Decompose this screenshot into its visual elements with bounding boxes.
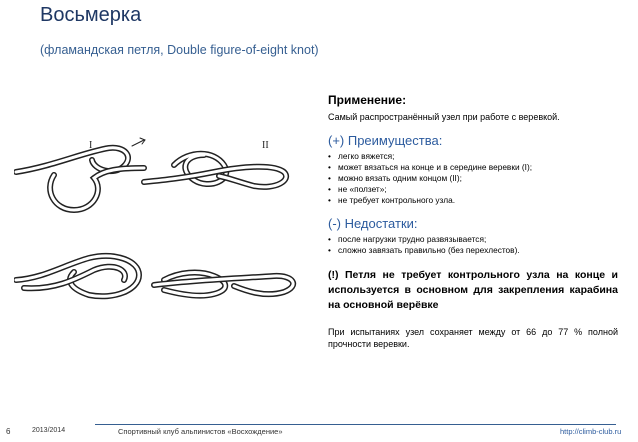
list-item: • легко вяжется; bbox=[328, 151, 618, 162]
test-text: При испытаниях узел сохраняет между от 66 до 77 % полной прочности веревки. bbox=[328, 327, 618, 349]
content-column bbox=[328, 93, 618, 350]
application-text: Самый распространённый узел при работе с веревкой. bbox=[328, 112, 560, 122]
list-item: • после нагрузки трудно развязывается; bbox=[328, 234, 618, 245]
footer-club: Спортивный клуб альпинистов «Восхождение» bbox=[118, 427, 283, 436]
footer-link[interactable]: http://climb-club.ru bbox=[560, 427, 622, 436]
slide-title: Восьмерка bbox=[40, 4, 142, 26]
page-number: 6 bbox=[6, 427, 11, 436]
list-item: • не «ползет»; bbox=[328, 184, 618, 195]
illustration-label-2: II bbox=[262, 140, 269, 151]
advantages-list bbox=[328, 151, 618, 206]
list-item: • можно вязать одним концом (II); bbox=[328, 173, 618, 184]
footer-year: 2013/2014 bbox=[32, 427, 66, 434]
knot-figure-4 bbox=[154, 273, 293, 296]
knot-figure-1 bbox=[16, 138, 145, 210]
note-text: (!) Петля не требует контрольного узла на конце и используется в основном для закрепления карабина на основной верёвке bbox=[328, 269, 618, 311]
footer bbox=[0, 420, 638, 442]
list-item: • не требует контрольного узла. bbox=[328, 195, 618, 206]
disadvantages-heading: (-) Недостатки: bbox=[328, 216, 418, 231]
knot-figure-2 bbox=[144, 154, 286, 187]
list-item: • сложно завязать правильно (без перехлестов). bbox=[328, 245, 618, 256]
illustration-label-1: I bbox=[89, 140, 93, 151]
knot-illustration bbox=[14, 130, 310, 330]
advantages-heading: (+) Преимущества: bbox=[328, 133, 443, 148]
list-item: • может вязаться на конце и в середине веревки (I); bbox=[328, 162, 618, 173]
slide-subtitle: (фламандская петля, Double figure-of-eight knot) bbox=[40, 43, 319, 57]
knot-figure-3 bbox=[16, 256, 139, 296]
disadvantages-list bbox=[328, 234, 618, 256]
footer-divider bbox=[95, 424, 616, 425]
application-heading: Применение: bbox=[328, 93, 407, 107]
